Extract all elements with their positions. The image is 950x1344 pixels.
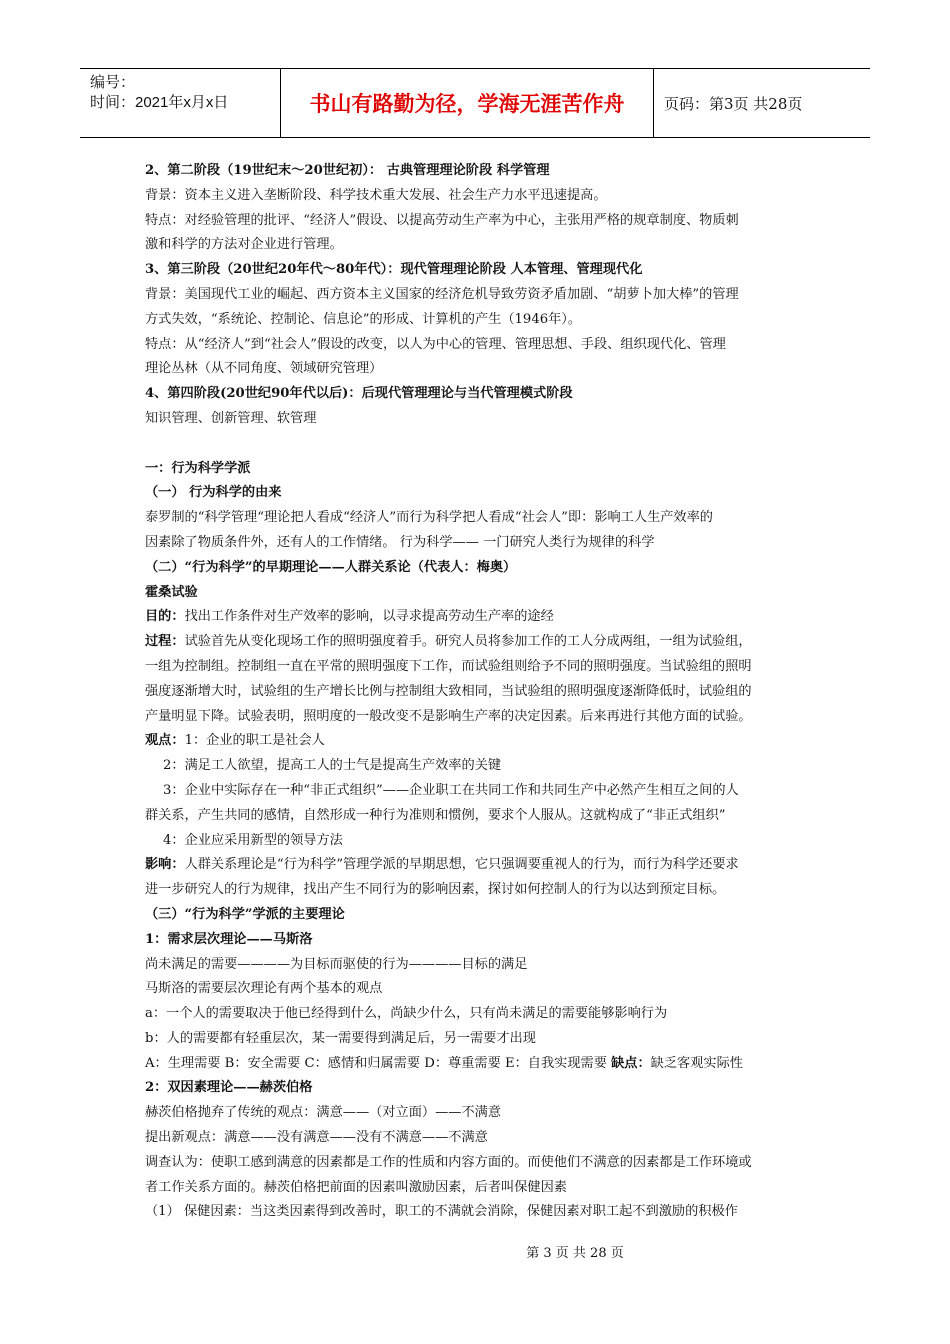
text-line [145,407,807,432]
text-line [145,481,807,506]
line-text: 背景：美国现代工业的崛起、西方资本主义国家的经济危机导致劳资矛盾加剧、“胡萝卜加大棒”的管理 [145,286,739,302]
text-line [145,233,807,258]
text-line [145,1052,807,1077]
text-line [145,630,807,655]
text-line [145,382,807,407]
line-text: （1） 保健因素：当这类因素得到改善时，职工的不满就会消除，保健因素对职工起不到激励的积极作 [145,1204,738,1220]
line-text: 4、第四阶段(20世纪90年代以后)：后现代管理理论与当代管理模式阶段 [145,386,573,402]
text-line [145,1200,807,1225]
line-tail-label: 缺点： [611,1055,651,1071]
line-text: 理论丛林（从不同角度、领域研究管理） [145,361,383,377]
line-text: 试验首先从变化现场工作的照明强度着手。研究人员将参加工作的工人分成两组，一组为试验组， [184,634,752,650]
text-line [145,1002,807,1027]
text-line [145,928,807,953]
text-line [145,506,807,531]
line-text: 产量明显下降。试验表明，照明度的一般改变不是影响生产率的决定因素。后来再进行其他方面的试验。 [145,708,752,724]
line-text: （一） 行为科学的由来 [145,485,282,501]
text-line [145,1027,807,1052]
line-text: 找出工作条件对生产效率的影响，以寻求提高劳动生产率的途经 [184,609,554,625]
line-text: 尚未满足的需要————为目标而驱使的行为————目标的满足 [145,956,528,972]
line-text: 人群关系理论是“行为科学”管理学派的早期思想，它只强调要重视人的行为，而行为科学还要求 [184,857,739,873]
line-text: 3：企业中实际存在一种“非正式组织”——企业职工在共同工作和共同生产中必然产生相互之间的人 [163,782,739,798]
line-lead-label: 影响： [145,857,185,873]
line-lead-label: 目的： [145,609,185,625]
text-line [145,308,807,333]
document-body [145,159,807,1225]
text-line [145,556,807,581]
line-lead-label: 过程： [145,634,185,650]
line-text: 提出新观点：满意——没有满意——没有不满意——不满意 [145,1130,488,1146]
line-text: b：人的需要都有轻重层次，某一需要得到满足后，另一需要才出现 [145,1030,536,1046]
line-text: 知识管理、创新管理、软管理 [145,410,317,426]
line-tail-text: 缺乏客观实际性 [650,1055,743,1071]
text-line [145,581,807,606]
text-line [145,457,807,482]
line-text: 1：需求层次理论——马斯洛 [145,931,313,947]
text-line [145,1101,807,1126]
text-line [145,804,807,829]
line-text: 背景：资本主义进入垄断阶段、科学技术重大发展、社会生产力水平迅速提高。 [145,187,607,203]
page-header [80,68,870,138]
text-line [145,729,807,754]
line-text: 调查认为：使职工感到满意的因素都是工作的性质和内容方面的。而使他们不满意的因素都是工作环境或 [145,1154,752,1170]
header-motto: 书山有路勤为径，学海无涯苦作舟 [281,69,654,137]
line-text: 一：行为科学学派 [145,460,251,476]
line-text: 特点：从“经济人”到“社会人”假设的改变，以人为中心的管理、管理思想、手段、组织现代化、管理 [145,336,726,352]
text-line [145,953,807,978]
text-line [145,853,807,878]
line-text: 进一步研究人的行为规律，找出产生不同行为的影响因素，探讨如何控制人的行为以达到预定目标。 [145,882,726,898]
text-line [145,655,807,680]
line-text: 2、第二阶段（19世纪末～20世纪初）： 古典管理理论阶段 科学管理 [145,163,550,178]
text-line [145,531,807,556]
line-text: （二）“行为科学”的早期理论——人群关系论（代表人：梅奥） [145,559,517,575]
text-line [145,680,807,705]
text-line [145,357,807,382]
text-line [145,605,807,630]
blank-line [145,432,807,457]
line-text: 强度逐渐增大时，试验组的生产增长比例与控制组大致相同，当试验组的照明强度逐渐降低时，试验组的 [145,683,752,699]
line-text: 特点：对经验管理的批评、“经济人”假设、以提高劳动生产率为中心，主张用严格的规章制度、物质刺 [145,212,739,228]
header-info-cell [80,69,281,137]
line-text: 激和科学的方法对企业进行管理。 [145,237,343,253]
line-text: 泰罗制的“科学管理“理论把人看成“经济人”而行为科学把人看成“社会人”即：影响工人生产效率的 [145,510,713,526]
footer-page-number: 第 3 页 共 28 页 [526,1246,624,1261]
text-line [145,977,807,1002]
line-text: 2：满足工人欲望，提高工人的士气是提高生产效率的关键 [163,758,502,774]
text-line [145,159,807,184]
line-text: 1：企业的职工是社会人 [184,733,325,749]
text-line [145,754,807,779]
line-text: 霍桑试验 [145,584,198,600]
text-line [145,258,807,283]
line-text: 群关系，产生共同的感情，自然形成一种行为准则和惯例，要求个人服从。这就构成了“非正式组织” [145,807,726,823]
text-line [145,878,807,903]
line-text: 马斯洛的需要层次理论有两个基本的观点 [145,981,383,997]
line-text: 2：双因素理论——赫茨伯格 [145,1080,313,1096]
text-line [145,283,807,308]
text-line [145,333,807,358]
document-number-label: 编号： [90,74,136,91]
line-text: A：生理需要 B：安全需要 C：感情和归属需要 D：尊重需要 E：自我实现需要 [145,1055,612,1071]
text-line [145,705,807,730]
text-line [145,1076,807,1101]
text-line [145,903,807,928]
line-text: 因素除了物质条件外，还有人的工作情绪。 行为科学—— 一门研究人类行为规律的科学 [145,534,655,550]
document-date-label: 时间：2021年x月x日 [90,94,229,111]
line-text: 3、第三阶段（20世纪20年代～80年代）：现代管理理论阶段 人本管理、管理现代化 [145,262,643,278]
line-text: 4：企业应采用新型的领导方法 [163,832,343,848]
line-text: 者工作关系方面的。赫茨伯格把前面的因素叫激励因素，后者叫保健因素 [145,1179,567,1195]
text-line [145,779,807,804]
text-line [145,184,807,209]
text-line [145,829,807,854]
text-line [145,1151,807,1176]
line-text: （三）“行为科学”学派的主要理论 [145,906,345,922]
line-text: 方式失效，“系统论、控制论、信息论”的形成、计算机的产生（1946年）。 [145,311,582,327]
page-footer [0,1242,950,1261]
header-page-label: 页码：第3页 共28页 [664,94,803,113]
text-line [145,209,807,234]
line-text: 赫茨伯格抛弃了传统的观点：满意——（对立面）——不满意 [145,1105,502,1121]
text-line [145,1176,807,1201]
text-line [145,1126,807,1151]
line-text: 一组为控制组。控制组一直在平常的照明强度下工作，而试验组则给予不同的照明强度。当试验组的照明 [145,658,752,674]
line-text: a：一个人的需要取决于他已经得到什么，尚缺少什么，只有尚未满足的需要能够影响行为 [145,1006,668,1022]
line-lead-label: 观点： [145,733,185,749]
